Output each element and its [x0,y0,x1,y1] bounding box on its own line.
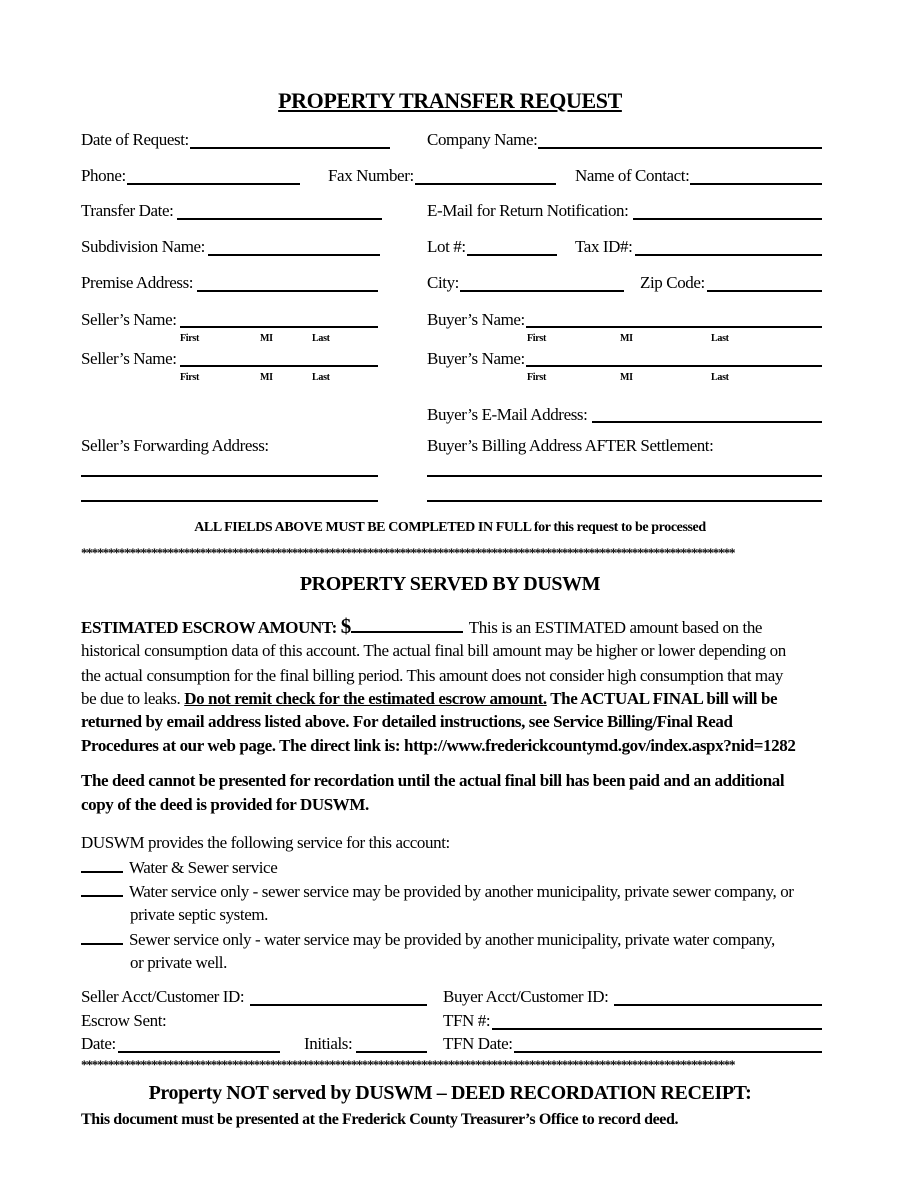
fax-label: Fax Number: [328,166,414,185]
escrow-instructions: returned by email address listed above. For detailed instructions, see Service Billing/Final Read [81,712,733,731]
initials-label: Initials: [304,1034,353,1053]
date-of-request-label: Date of Request: [81,130,189,149]
deed-notice: The deed cannot be presented for recordation until the actual final bill has been paid and an additional [81,771,785,790]
tfn-label: TFN #: [443,1011,491,1030]
subdivision-label: Subdivision Name: [81,237,206,256]
water-only-label: private septic system. [130,905,269,924]
phone-field[interactable] [127,183,300,185]
seller-name-label: Seller’s Name: [81,310,177,329]
buyer-billing-line-1[interactable] [427,475,822,477]
seller-acct-field[interactable] [250,1004,427,1006]
buyer-acct-label: Buyer Acct/Customer ID: [443,987,609,1006]
email-return-label: E-Mail for Return Notification: [427,201,629,220]
buyer-name-field[interactable] [526,326,822,328]
escrow-sent-label: Escrow Sent: [81,1011,167,1030]
sewer-only-label: Sewer service only - water service may be provided by another municipality, private water company, [129,930,775,949]
seller-name-2-field[interactable] [180,365,378,367]
mi-sublabel: MI [260,333,273,344]
first-sublabel: First [527,333,547,344]
tax-id-field[interactable] [635,254,822,256]
lot-field[interactable] [467,254,557,256]
water-sewer-checkbox[interactable] [81,857,123,873]
escrow-text: the actual consumption for the final billing period. This amount does not consider high consumption that may [81,666,783,685]
zip-field[interactable] [707,290,822,292]
mi-sublabel: MI [620,333,633,344]
last-sublabel: Last [711,333,729,344]
transfer-date-label: Transfer Date: [81,201,174,220]
first-sublabel: First [180,372,200,383]
completion-notice: ALL FIELDS ABOVE MUST BE COMPLETED IN FULL for this request to be processed [194,520,706,535]
phone-label: Phone: [81,166,126,185]
tfn-date-field[interactable] [514,1051,822,1053]
tax-id-label: Tax ID#: [575,237,633,256]
seller-name-2-label: Seller’s Name: [81,349,177,368]
page-title: PROPERTY TRANSFER REQUEST [278,88,622,113]
water-only-checkbox[interactable] [81,881,123,897]
subdivision-field[interactable] [208,254,380,256]
escrow-amount-field[interactable] [351,617,463,633]
escrow-text: This is an ESTIMATED amount based on the [468,618,763,637]
buyer-name-2-label: Buyer’s Name: [427,349,525,368]
premise-field[interactable] [197,290,378,292]
tfn-field[interactable] [492,1028,822,1030]
buyer-billing-line-2[interactable] [427,500,822,502]
service-intro: DUSWM provides the following service for this account: [81,833,450,852]
seller-forwarding-label: Seller’s Forwarding Address: [81,436,269,455]
receipt-heading: Property NOT served by DUSWM – DEED RECORDATION RECEIPT: [148,1082,752,1104]
buyer-acct-field[interactable] [614,1004,822,1006]
seller-forwarding-line-1[interactable] [81,475,378,477]
first-sublabel: First [180,333,200,344]
contact-label: Name of Contact: [575,166,690,185]
contact-field[interactable] [690,183,822,185]
served-heading: PROPERTY SERVED BY DUSWM [299,573,601,595]
transfer-date-field[interactable] [177,218,382,220]
water-sewer-label: Water & Sewer service [129,858,278,877]
mi-sublabel: MI [260,372,273,383]
seller-acct-label: Seller Acct/Customer ID: [81,987,245,1006]
buyer-billing-label: Buyer’s Billing Address AFTER Settlement: [427,436,714,455]
deed-notice: copy of the deed is provided for DUSWM. [81,795,369,814]
escrow-label: ESTIMATED ESCROW AMOUNT: [81,618,337,637]
receipt-note: This document must be presented at the Frederick County Treasurer’s Office to record deed. [81,1111,679,1128]
separator-stars: ************************************************************************************************************************* [81,1057,735,1072]
email-return-field[interactable] [633,218,822,220]
last-sublabel: Last [711,372,729,383]
water-only-label: Water service only - sewer service may be provided by another municipality, private sewer company, or [129,882,794,901]
separator-stars: ************************************************************************************************************************* [81,545,735,560]
initials-field[interactable] [356,1051,427,1053]
lot-label: Lot #: [427,237,466,256]
zip-label: Zip Code: [640,273,705,292]
first-sublabel: First [527,372,547,383]
premise-label: Premise Address: [81,273,194,292]
buyer-email-field[interactable] [592,421,822,423]
sewer-only-label: or private well. [130,953,227,972]
escrow-link[interactable]: Procedures at our web page. The direct link is: http://www.frederickcountymd.gov/index.aspx?nid=1282 [81,736,796,755]
last-sublabel: Last [312,333,330,344]
city-field[interactable] [460,290,624,292]
escrow-text: The ACTUAL FINAL bill will be [546,689,778,708]
city-label: City: [427,273,460,292]
buyer-email-label: Buyer’s E-Mail Address: [427,405,588,424]
escrow-warning: Do not remit check for the estimated escrow amount. [184,689,547,708]
buyer-name-label: Buyer’s Name: [427,310,525,329]
date-label: Date: [81,1034,116,1053]
tfn-date-label: TFN Date: [443,1034,513,1053]
dollar-sign: $ [340,614,351,638]
seller-name-field[interactable] [180,326,378,328]
seller-forwarding-line-2[interactable] [81,500,378,502]
date-field[interactable] [118,1051,280,1053]
sewer-only-checkbox[interactable] [81,929,123,945]
date-of-request-field[interactable] [190,147,390,149]
escrow-text: be due to leaks. [81,689,185,708]
buyer-name-2-field[interactable] [526,365,822,367]
fax-field[interactable] [415,183,556,185]
escrow-text: historical consumption data of this account. The actual final bill amount may be higher or lower depending on [81,641,786,660]
last-sublabel: Last [312,372,330,383]
company-name-label: Company Name: [427,130,538,149]
company-name-field[interactable] [538,147,822,149]
mi-sublabel: MI [620,372,633,383]
